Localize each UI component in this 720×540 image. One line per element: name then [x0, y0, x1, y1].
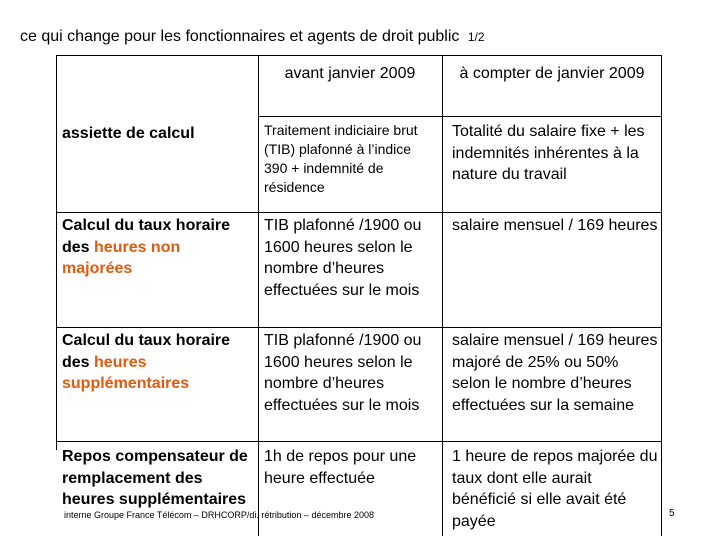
- row-label-text: Repos compensateur de remplacement des heures supplémentaires: [62, 448, 248, 508]
- page-number: 5: [669, 508, 675, 519]
- slide-page-fraction: 1/2: [467, 30, 485, 44]
- footer-text: interne Groupe France Télécom – DRHCORP/di. rétribution – décembre 2008: [64, 510, 374, 520]
- table-divider-row3: [56, 441, 662, 442]
- row-before-value: [264, 121, 438, 197]
- row-before-text: TIB plafonné /1900 ou 1600 heures selon le nombre d’heures effectuées sur le mois: [264, 217, 422, 299]
- row-before-text: 1h de repos pour une heure effectuée: [264, 448, 417, 487]
- row-after-value: [452, 446, 658, 532]
- row-label-highlight: heures non majorées: [62, 238, 181, 277]
- row-before-text: TIB plafonné /1900 ou 1600 heures selon le nombre d’heures effectuées sur le mois: [264, 332, 422, 414]
- row-label-text: Calcul du taux horaire des: [62, 332, 231, 371]
- column-header-after-text: à compter de janvier 2009: [459, 65, 645, 82]
- table-divider-row2: [56, 327, 662, 328]
- row-after-value: [452, 330, 658, 416]
- row-label: [62, 215, 254, 280]
- table-divider-col2: [442, 55, 443, 536]
- table-divider-col1: [258, 55, 259, 536]
- row-before-value: [264, 215, 438, 301]
- row-after-text: 1 heure de repos majorée du taux dont elle aurait bénéficié si elle avait été payée: [452, 448, 658, 530]
- table-border-right: [661, 55, 662, 536]
- row-before-value: [264, 330, 438, 416]
- table-border-left: [56, 55, 57, 450]
- column-header-after: [448, 63, 656, 85]
- table-divider-row1: [56, 212, 662, 213]
- row-after-text: Totalité du salaire fixe + les indemnités inhérentes à la nature du travail: [452, 123, 645, 183]
- row-label: [62, 123, 254, 145]
- comparison-table: [56, 55, 662, 536]
- row-after-text: salaire mensuel / 169 heures: [452, 217, 658, 234]
- row-label: [62, 330, 254, 395]
- row-before-text: Traitement indiciaire brut (TIB) plafonné à l’indice 390 + indemnité de résidence: [264, 122, 418, 195]
- row-before-value: [264, 446, 438, 489]
- row-label: [62, 446, 254, 511]
- row-label-text: assiette de calcul: [62, 125, 195, 142]
- column-header-before: [262, 63, 438, 85]
- slide-title-text: ce qui change pour les fonctionnaires et agents de droit public: [20, 28, 460, 45]
- row-label-highlight: heures supplémentaires: [62, 353, 190, 392]
- table-divider-header: [258, 116, 662, 117]
- row-label-text: Calcul du taux horaire des: [62, 217, 231, 256]
- table-border-top: [56, 55, 662, 56]
- row-after-value: [452, 215, 658, 237]
- slide-title: [20, 28, 485, 46]
- row-after-value: [452, 121, 658, 186]
- row-after-text: salaire mensuel / 169 heures majoré de 25% ou 50% selon le nombre d’heures effectuées sur la semaine: [452, 332, 658, 414]
- column-header-before-text: avant janvier 2009: [284, 65, 416, 82]
